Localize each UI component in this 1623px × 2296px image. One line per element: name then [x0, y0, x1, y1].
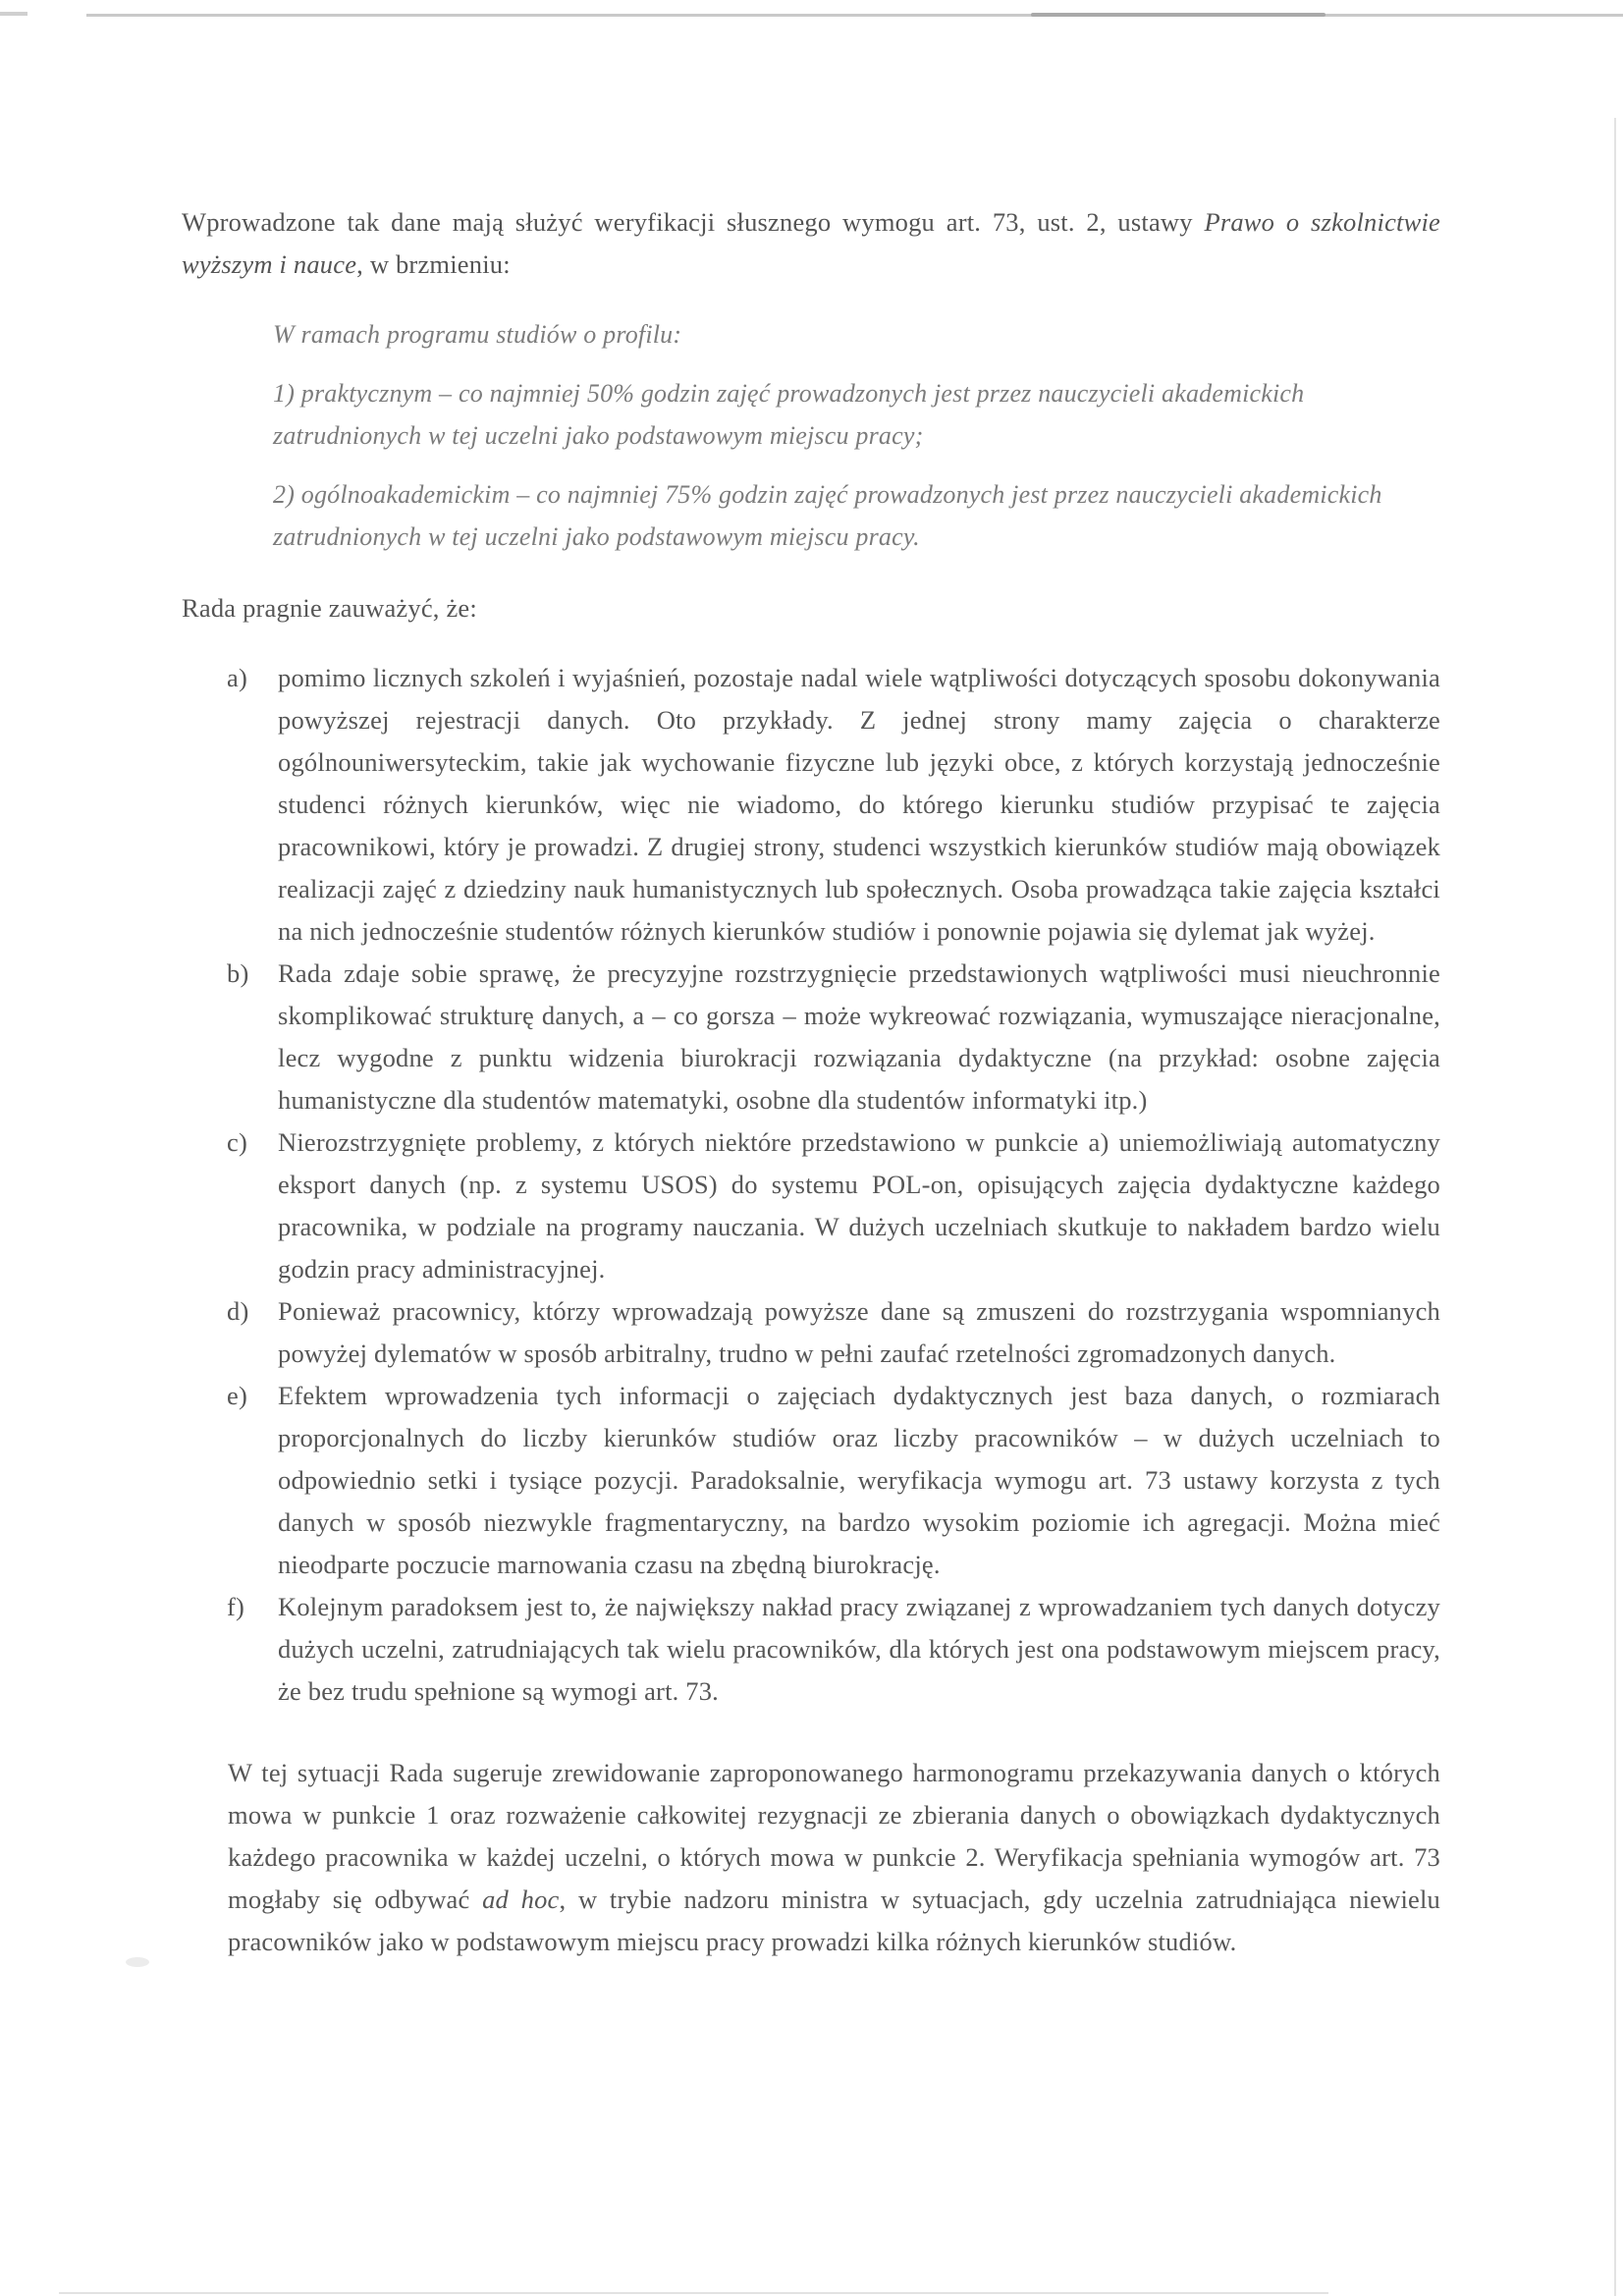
list-item	[182, 657, 1440, 953]
statute-quote-block	[273, 313, 1397, 558]
scan-artifact-top-line-dark	[1031, 13, 1325, 17]
intro-text-before-title: Wprowadzone tak dane mają służyć weryfikacji słusznego wymogu art. 73, ust. 2, ustawy	[182, 207, 1205, 237]
scan-artifact-corner-mark	[0, 12, 27, 16]
list-item	[182, 1586, 1440, 1713]
quote-item-2: 2) ogólnoakademickim – co najmniej 75% godzin zajęć prowadzonych jest przez nauczycieli akademickich zatrudnionych w tej uczelni jako podstawowym miejscu pracy.	[273, 480, 1382, 551]
scan-artifact-right-line	[1614, 118, 1616, 2296]
intro-paragraph	[182, 201, 1440, 286]
list-item-text: Kolejnym paradoksem jest to, że największy nakład pracy związanej z wprowadzaniem tych danych dotyczy dużych uczelni, zatrudniających tak wielu pracowników, dla których jest ona podstawowym miejscem pracy, że bez trudu spełnione są wymogi art. 73.	[278, 1592, 1440, 1706]
list-item-marker: d)	[227, 1296, 249, 1326]
list-item	[182, 1121, 1440, 1290]
list-item-marker: f)	[227, 1592, 245, 1621]
quote-item-1: 1) praktycznym – co najmniej 50% godzin zajęć prowadzonych jest przez nauczycieli akademickich zatrudnionych w tej uczelni jako podstawowym miejscu pracy;	[273, 379, 1305, 450]
scan-artifact-bottom-line	[59, 2292, 1328, 2294]
closing-paragraph	[228, 1752, 1440, 1963]
scan-artifact-smudge	[126, 1957, 149, 1967]
list-item-text: Rada zdaje sobie sprawę, że precyzyjne rozstrzygnięcie przedstawionych wątpliwości musi nieuchronnie skomplikować strukturę danych, a – co gorsza – może wykreować rozwiązania, wymuszające nieracjonalne, lecz wygodne z punktu widzenia biurokracji rozwiązania dydaktyczne (na przykład: osobne zajęcia humanistyczne dla studentów matematyki, osobne dla studentów informatyki itp.)	[278, 958, 1440, 1115]
remarks-list	[182, 657, 1440, 1713]
intro-text-after-title: , w brzmieniu:	[356, 249, 511, 279]
list-item-marker: a)	[227, 663, 247, 692]
closing-text-before-adhoc: W tej sytuacji Rada sugeruje zrewidowanie zaproponowanego harmonogramu przekazywania danych o których mowa w punkcie 1 oraz rozważenie całkowitej rezygnacji ze zbierania danych o obowiązkach dydaktycznych każdego pracownika w każdej uczelni, o których mowa w punkcie 2. Weryfikacja spełniania wymogów art. 73 mogłaby się odbywać	[228, 1758, 1440, 1914]
list-item-text: Ponieważ pracownicy, którzy wprowadzają powyższe dane są zmuszeni do rozstrzygania wspomnianych powyżej dylematów w sposób arbitralny, trudno w pełni zaufać rzetelności zgromadzonych danych.	[278, 1296, 1440, 1368]
list-item-marker: b)	[227, 958, 249, 988]
list-item	[182, 1290, 1440, 1375]
list-item-marker: e)	[227, 1381, 247, 1410]
law-title: Prawo o szkolnictwie wyższym i nauce	[182, 207, 1440, 279]
list-item-text: pomimo licznych szkoleń i wyjaśnień, pozostaje nadal wiele wątpliwości dotyczących sposobu dokonywania powyższej rejestracji danych. Oto przykłady. Z jednej strony mamy zajęcia o charakterze ogólnouniwersyteckim, takie jak wychowanie fizyczne lub języki obce, z których korzystają jednocześnie studenci różnych kierunków, więc nie wiadomo, do którego kierunku studiów przypisać te zajęcia pracownikowi, który je prowadzi. Z drugiej strony, studenci wszystkich kierunków studiów mają obowiązek realizacji zajęć z dziedziny nauk humanistycznych lub społecznych. Osoba prowadząca takie zajęcia kształci na nich jednocześnie studentów różnych kierunków studiów i ponownie pojawia się dylemat jak wyżej.	[278, 663, 1440, 946]
adhoc-italic: ad hoc	[482, 1885, 560, 1914]
closing-text-after-adhoc: , w trybie nadzoru ministra w sytuacjach, gdy uczelnia zatrudniająca niewielu pracowników jako w podstawowym miejscu pracy prowadzi kilka różnych kierunków studiów.	[228, 1885, 1440, 1956]
quote-heading: W ramach programu studiów o profilu:	[273, 320, 682, 349]
list-item	[182, 1375, 1440, 1586]
lead-sentence: Rada pragnie zauważyć, że:	[182, 593, 477, 623]
list-item-text: Nierozstrzygnięte problemy, z których niektóre przedstawiono w punkcie a) uniemożliwiają automatyczny eksport danych (np. z systemu USOS) do systemu POL-on, opisujących zajęcia dydaktyczne każdego pracownika, w podziale na programy nauczania. W dużych uczelniach skutkuje to nakładem bardzo wielu godzin pracy administracyjnej.	[278, 1127, 1440, 1284]
scan-artifact-top-line	[86, 14, 1623, 17]
document-body	[182, 201, 1440, 1963]
list-item	[182, 953, 1440, 1121]
list-item-text: Efektem wprowadzenia tych informacji o zajęciach dydaktycznych jest baza danych, o rozmiarach proporcjonalnych do liczby kierunków studiów oraz liczby pracowników – w dużych uczelniach to odpowiednio setki i tysiące pozycji. Paradoksalnie, weryfikacja wymogu art. 73 ustawy korzysta z tych danych w sposób niezwykle fragmentaryczny, na bardzo wysokim poziomie ich agregacji. Można mieć nieodparte poczucie marnowania czasu na zbędną biurokrację.	[278, 1381, 1440, 1579]
list-item-marker: c)	[227, 1127, 247, 1157]
